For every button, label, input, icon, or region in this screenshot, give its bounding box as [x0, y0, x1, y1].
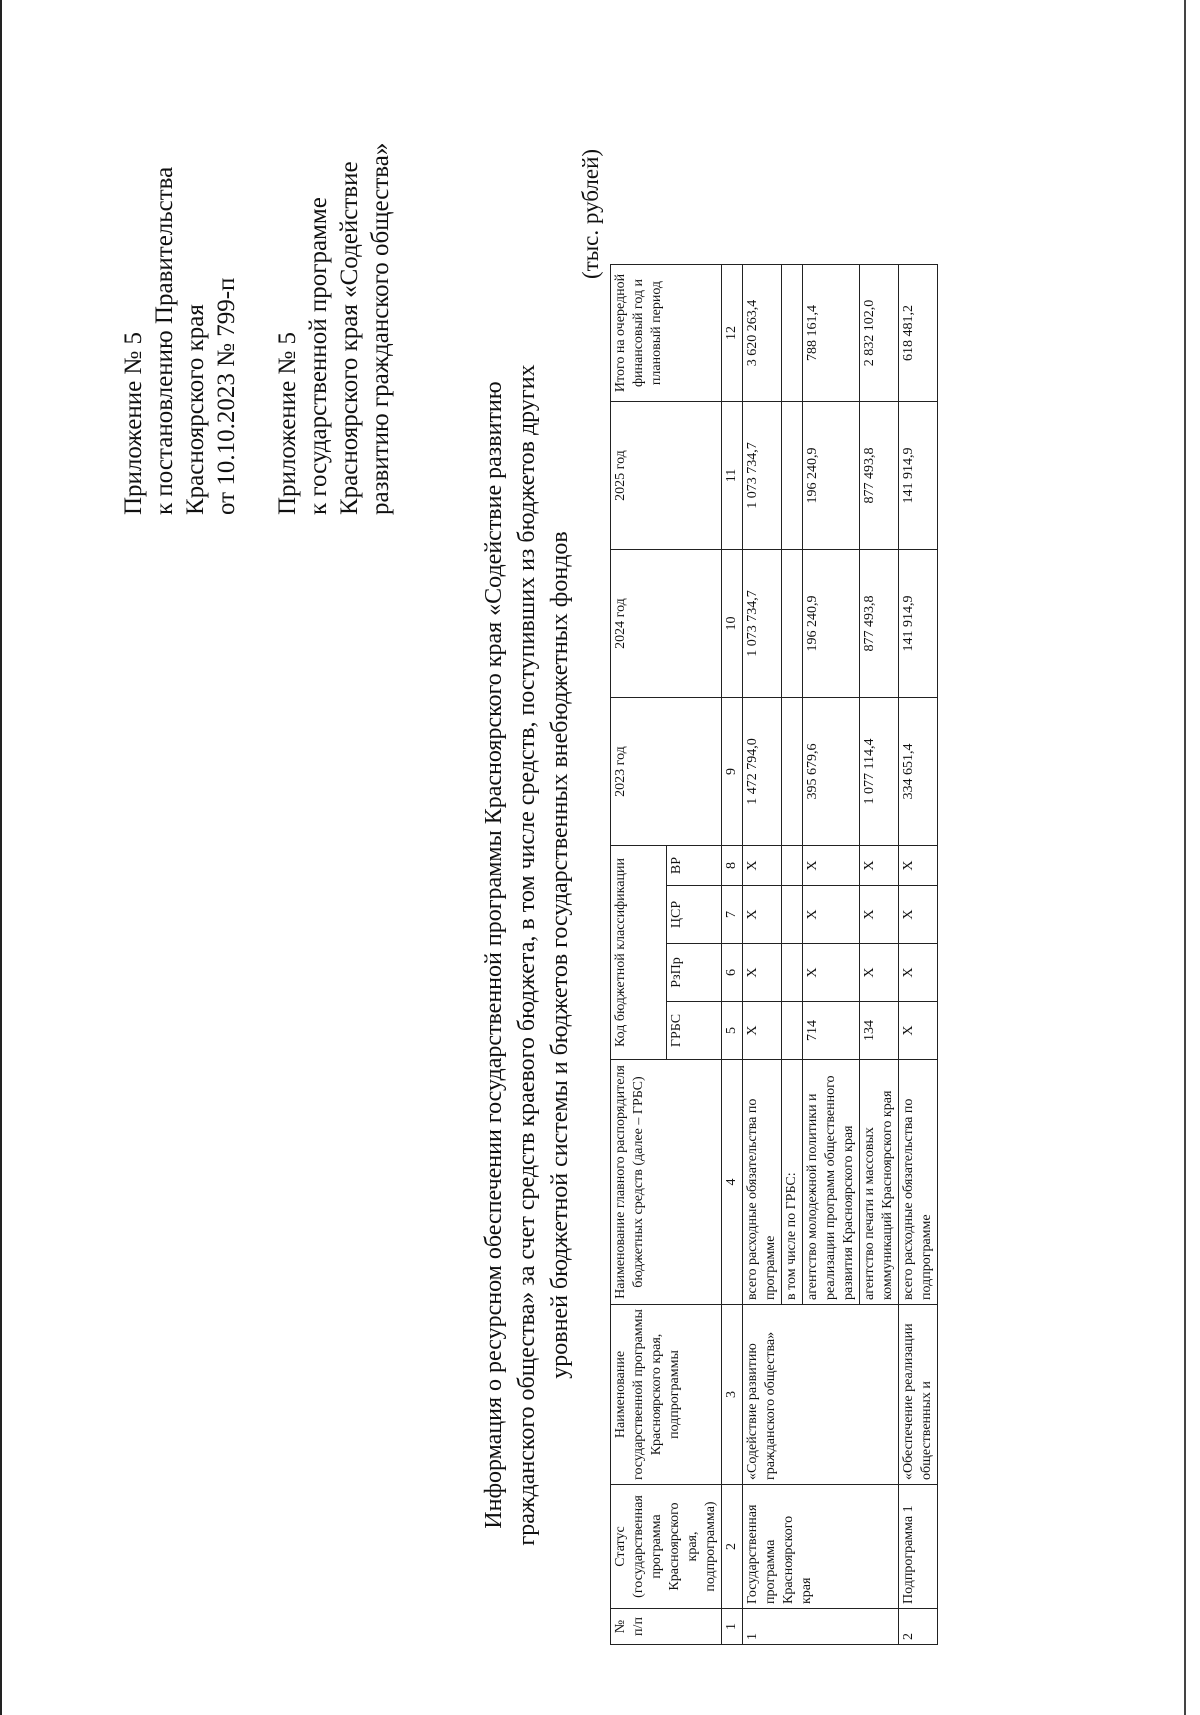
column-number: 10 — [722, 550, 743, 698]
header-num: № п/п — [611, 1609, 722, 1645]
document-title — [478, 325, 577, 1585]
row-num: 1 — [743, 1609, 899, 1645]
row-total — [782, 265, 803, 402]
annex-line: Приложение № 5 — [274, 331, 301, 515]
row-grbs — [782, 1002, 803, 1060]
annex-line: к государственной программе — [305, 197, 332, 515]
row-2025 — [782, 402, 803, 550]
row-2024: 877 493,8 — [860, 550, 899, 698]
resource-table — [610, 264, 938, 1645]
row-2025: 196 240,9 — [803, 402, 860, 550]
row-status: Государственная программа Красноярского края — [743, 1485, 899, 1609]
row-2025: 1 073 734,7 — [743, 402, 782, 550]
annex-program-block — [272, 143, 396, 515]
row-2023: 1 077 114,4 — [860, 698, 899, 846]
header-2024: 2024 год — [611, 550, 722, 698]
row-grbs-name: всего расходные обязательства по программе — [743, 1060, 782, 1305]
row-total: 2 832 102,0 — [860, 265, 899, 402]
row-csr: Х — [899, 886, 938, 944]
header-vr: ВР — [666, 846, 722, 886]
row-grbs-name: агентство печати и массовых коммуникаций Красноярского края — [860, 1060, 899, 1305]
header-2025: 2025 год — [611, 402, 722, 550]
row-2025: 877 493,8 — [860, 402, 899, 550]
row-vr: Х — [803, 846, 860, 886]
row-2024: 1 073 734,7 — [743, 550, 782, 698]
header-row — [611, 265, 667, 1645]
header-rzpr: РзПр — [666, 944, 722, 1002]
annex-line: Красноярского края — [182, 304, 209, 515]
column-number: 4 — [722, 1060, 743, 1305]
row-2023: 334 651,4 — [899, 698, 938, 846]
row-2024: 141 914,9 — [899, 550, 938, 698]
column-number: 1 — [722, 1609, 743, 1645]
header-grbs: ГРБС — [666, 1002, 722, 1060]
row-total: 618 481,2 — [899, 265, 938, 402]
units-label: (тыс. рублей) — [578, 148, 603, 279]
annex-line: от 10.10.2023 № 799-п — [213, 277, 240, 515]
column-number: 11 — [722, 402, 743, 550]
row-program: «Обеспечение реализации общественных и — [899, 1305, 938, 1485]
row-csr: Х — [743, 886, 782, 944]
row-2025: 141 914,9 — [899, 402, 938, 550]
row-2024: 196 240,9 — [803, 550, 860, 698]
row-vr: Х — [899, 846, 938, 886]
row-grbs: 134 — [860, 1002, 899, 1060]
annex-line: Приложение № 5 — [120, 331, 147, 515]
column-number: 8 — [722, 846, 743, 886]
row-program: «Содействие развитию гражданского общества» — [743, 1305, 899, 1485]
annex-line: развитию гражданского общества» — [367, 142, 394, 515]
header-status: Статус (государственная программа Красноярского края, подпрограмма) — [611, 1485, 722, 1609]
row-num: 2 — [899, 1609, 938, 1645]
row-grbs-name: агентство молодежной политики и реализации программ общественного развития Красноярского края — [803, 1060, 860, 1305]
header-grbs-name: Наименование главного распорядителя бюджетных средств (далее – ГРБС) — [611, 1060, 722, 1305]
row-csr — [782, 886, 803, 944]
title-line: гражданского общества» за счет средств краевого бюджета, в том числе средств, поступивших из бюджетов других — [514, 364, 540, 1546]
column-number: 3 — [722, 1305, 743, 1485]
column-number: 7 — [722, 886, 743, 944]
header-csr: ЦСР — [666, 886, 722, 944]
row-total: 3 620 263,4 — [743, 265, 782, 402]
table-row — [743, 265, 782, 1645]
row-grbs-name: в том числе по ГРБС: — [782, 1060, 803, 1305]
column-number: 12 — [722, 265, 743, 402]
header-total: Итого на очередной финансовый год и плановый период — [611, 265, 722, 402]
header-2023: 2023 год — [611, 698, 722, 846]
title-line: уровней бюджетной системы и бюджетов государственных внебюджетных фондов — [547, 531, 573, 1379]
row-grbs-name: всего расходные обязательства по подпрограмме — [899, 1060, 938, 1305]
row-vr: Х — [860, 846, 899, 886]
row-total: 788 161,4 — [803, 265, 860, 402]
row-rzpr: Х — [860, 944, 899, 1002]
title-line: Информация о ресурсном обеспечении государственной программы Красноярского края «Содействие развитию — [481, 381, 507, 1529]
row-rzpr — [782, 944, 803, 1002]
column-number: 2 — [722, 1485, 743, 1609]
row-2024 — [782, 550, 803, 698]
column-number: 6 — [722, 944, 743, 1002]
annex-decree-block — [118, 167, 242, 515]
annex-line: Красноярского края «Содействие — [336, 161, 363, 515]
row-rzpr: Х — [899, 944, 938, 1002]
row-2023: 1 472 794,0 — [743, 698, 782, 846]
column-number-row — [722, 265, 743, 1645]
annex-line: к постановлению Правительства — [151, 166, 178, 515]
header-budget-code: Код бюджетной классификации — [611, 846, 667, 1060]
row-grbs: 714 — [803, 1002, 860, 1060]
row-rzpr: Х — [803, 944, 860, 1002]
column-number: 5 — [722, 1002, 743, 1060]
row-status: Подпрограмма 1 — [899, 1485, 938, 1609]
row-2023: 395 679,6 — [803, 698, 860, 846]
row-grbs: Х — [743, 1002, 782, 1060]
row-vr: Х — [743, 846, 782, 886]
header-program-name: Наименование государственной программы Красноярского края, подпрограммы — [611, 1305, 722, 1485]
row-2023 — [782, 698, 803, 846]
row-grbs: Х — [899, 1002, 938, 1060]
row-rzpr: Х — [743, 944, 782, 1002]
row-vr — [782, 846, 803, 886]
table-row — [899, 265, 938, 1645]
row-csr: Х — [803, 886, 860, 944]
row-csr: Х — [860, 886, 899, 944]
column-number: 9 — [722, 698, 743, 846]
